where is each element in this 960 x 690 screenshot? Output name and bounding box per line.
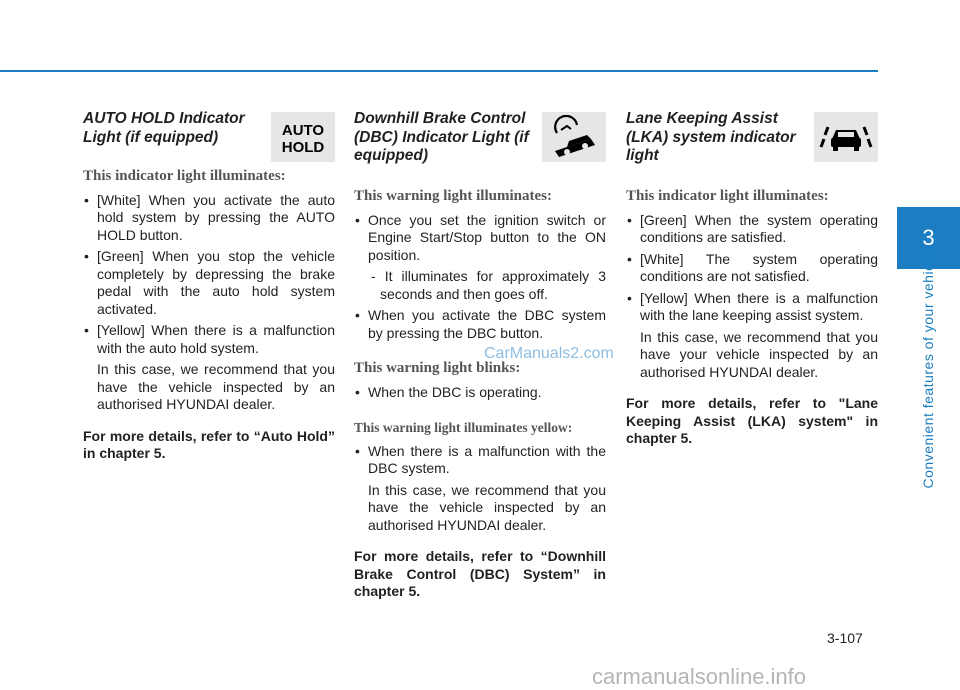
section-heading: Lane Keeping Assist (LKA) system indicator light: [626, 110, 796, 164]
lka-icon-graphic: [819, 117, 873, 157]
section-auto-hold: [83, 110, 335, 477]
reference-note: For more details, refer to “Auto Hold” in chapter 5.: [83, 427, 335, 461]
list-item: • [Green] When the system operating conditions are satisfied.: [626, 212, 878, 247]
auto-hold-icon-graphic: [278, 119, 328, 155]
list-item: • [White] The system operating conditions are not satisfied.: [626, 251, 878, 286]
lka-icon: [814, 112, 878, 162]
section-header: [83, 110, 335, 168]
section-header: [626, 110, 878, 188]
bullet-list: [354, 212, 606, 265]
list-item: • When the DBC is operating.: [354, 384, 606, 402]
section-heading: AUTO HOLD Indicator Light (if equipped): [83, 110, 245, 146]
list-item: • [Yellow] When there is a malfunction with the lane keeping assist system.: [626, 290, 878, 325]
list-item: • [Green] When you stop the vehicle completely by depressing the brake pedal with the auto hold system activated.: [83, 248, 335, 318]
reference-note: For more details, refer to “Downhill Brake Control (DBC) System” in chapter 5.: [354, 548, 606, 599]
auto-hold-icon: [271, 112, 335, 162]
note-paragraph: In this case, we recommend that you have the vehicle inspected by an authorised HYUNDAI dealer.: [368, 481, 606, 533]
top-rule: [0, 70, 878, 72]
dbc-icon-graphic: [547, 115, 601, 159]
bullet-list: [354, 307, 606, 342]
section-heading: Downhill Brake Control (DBC) Indicator Light (if equipped): [354, 110, 529, 164]
bullet-list: [354, 384, 606, 402]
list-item: • When you activate the DBC system by pressing the DBC button.: [354, 307, 606, 342]
dash-item: - It illuminates for approximately 3 seconds and then goes off.: [371, 268, 606, 302]
bullet-list: [626, 212, 878, 325]
svg-text:AUTO: AUTO: [281, 122, 325, 139]
bullet-list: [83, 192, 335, 358]
subheading: This indicator light illuminates:: [626, 188, 829, 204]
subheading: This warning light blinks:: [354, 360, 521, 376]
chapter-number: 3: [922, 225, 935, 250]
subheading: This indicator light illuminates:: [83, 168, 286, 184]
section-lka: [626, 110, 878, 462]
page-number: 3-107: [827, 630, 863, 646]
note-paragraph: In this case, we recommend that you have the vehicle inspected by an authorised HYUNDAI dealer.: [97, 361, 335, 412]
subheading: This warning light illuminates:: [354, 188, 552, 204]
bullet-list: [354, 443, 606, 478]
watermark-carmanuals2: CarManuals2.com: [484, 345, 614, 362]
svg-text:HOLD: HOLD: [281, 139, 325, 155]
list-item: • Once you set the ignition switch or Engine Start/Stop button to the ON position.: [354, 212, 606, 265]
list-item: • When there is a malfunction with the DBC system.: [354, 443, 606, 478]
list-item: • [White] When you activate the auto hold system by pressing the AUTO HOLD button.: [83, 192, 335, 245]
chapter-title: Convenient features of your vehicle: [920, 251, 936, 489]
section-header: [354, 110, 606, 168]
list-item: • [Yellow] When there is a malfunction with the auto hold system.: [83, 322, 335, 357]
footer-watermark: carmanualsonline.info: [592, 664, 807, 689]
subheading: This warning light illuminates yellow:: [354, 420, 573, 435]
reference-note: For more details, refer to "Lane Keeping Assist (LKA) system" in chapter 5.: [626, 395, 878, 446]
note-paragraph: In this case, we recommend that you have your vehicle inspected by an authorised HYUNDAI dealer.: [640, 328, 878, 380]
dbc-icon: [542, 112, 606, 162]
